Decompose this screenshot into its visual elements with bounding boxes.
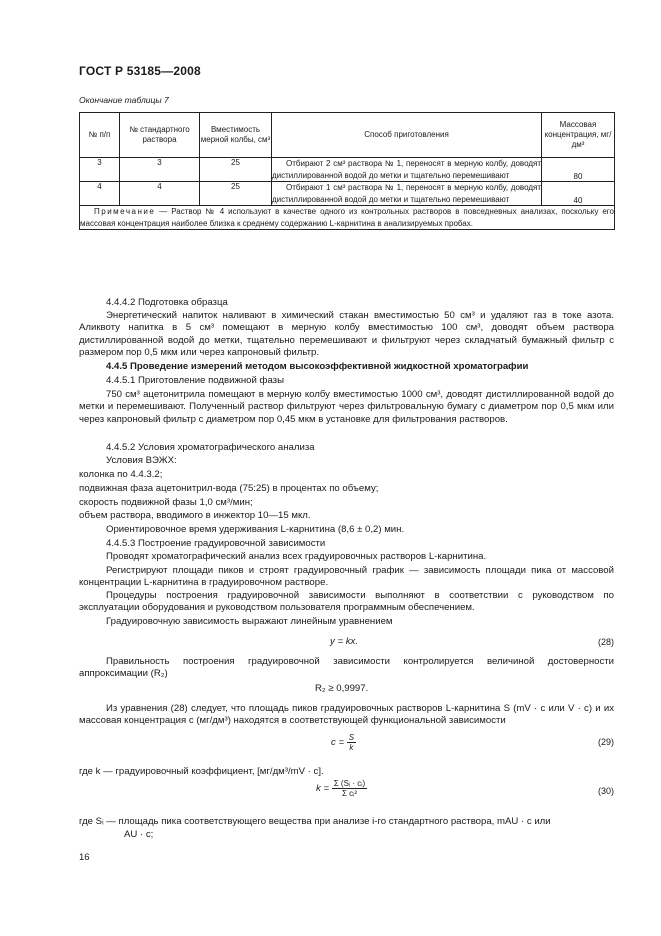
cell-number: 4 bbox=[80, 182, 120, 206]
document-header: ГОСТ Р 53185—2008 bbox=[79, 64, 201, 78]
fraction bbox=[332, 779, 367, 798]
paragraph: Процедуры построения градуировочной зависимости выполняют в соответствии с руководством по эксплуатации оборудования и руководством пользователя программным обеспечением. bbox=[79, 590, 614, 614]
table-row bbox=[80, 182, 615, 206]
paragraph: Градуировочную зависимость выражают линейным уравнением bbox=[106, 616, 393, 627]
condition-item: подвижная фаза ацетонитрил-вода (75:25) в процентах по объему; bbox=[79, 483, 379, 494]
fraction-denominator: k bbox=[349, 743, 354, 752]
table-row bbox=[80, 158, 615, 182]
cell-concentration: 80 bbox=[542, 158, 615, 182]
note-text: — Раствор № 4 используют в качестве одного из контрольных растворов в повседневных анализах, поскольку его массовая концентрация наиболее близка к среднему содержанию L-карнитина в анализируемых пробах. bbox=[80, 207, 614, 228]
cell-number: 3 bbox=[80, 158, 120, 182]
fraction bbox=[347, 733, 356, 752]
retention-time: Ориентировочное время удерживания L-карнитина (8,6 ± 0,2) мин. bbox=[106, 524, 405, 535]
col-header-number: № п/п bbox=[80, 113, 120, 158]
paragraph: Из уравнения (28) следует, что площадь пиков градуировочных растворов L-карнитина S (mV · c или V · c) и их массовая концентрация c (мг/дм³) находятся в соответствующей функциональной зависимости bbox=[79, 703, 614, 727]
table-note-row bbox=[80, 206, 615, 230]
paragraph: где Sᵢ — площадь пика соответствующего вещества при анализе i-го стандартного раствора, mAU · c или bbox=[79, 816, 551, 827]
col-header-concentration: Массовая концентрация, мг/дм³ bbox=[542, 113, 615, 158]
cell-volume: 25 bbox=[200, 182, 272, 206]
section-4452-title: 4.4.5.2 Условия хроматографического анализа bbox=[106, 442, 315, 453]
section-4442-text: Энергетический напиток наливают в химический стакан вместимостью 50 см³ и удаляют газ в токе азота. Аликвоту напитка в 5 см³ помещают в мерную колбу вместимостью 100 см³, доводят объем раствора дистиллированной водой до метки, тщательно перемешивают и фильтруют через складчатый бумажный фильтр с размером пор 0,5 мкм или через капроновый фильтр. bbox=[79, 310, 614, 359]
table-note bbox=[80, 206, 615, 230]
table-header-row bbox=[80, 113, 615, 158]
paragraph: Проводят хроматографический анализ всех градуировочных растворов L-карнитина. bbox=[106, 551, 487, 562]
equation-30 bbox=[316, 779, 367, 798]
note-label: Примечание bbox=[94, 207, 156, 216]
paragraph: где k — градуировочный коэффициент, [мг/дм³/mV · c]. bbox=[79, 766, 324, 777]
paragraph: Регистрируют площади пиков и строят градуировочный график — зависимость площади пика от массовой концентрации L-карнитина в градуировочном растворе. bbox=[79, 565, 614, 589]
equation-29 bbox=[331, 733, 356, 752]
condition-item: колонка по 4.4.3.2; bbox=[79, 469, 163, 480]
section-4451-text: 750 см³ ацетонитрила помещают в мерную колбу вместимостью 1000 см³, доводят дистиллированной водой до метки и перемешивают. Полученный раствор фильтруют через фильтровальную бумагу с диаметром пор 0,5 мкм или через капроновый фильтр с диаметром пор 0,45 мкм в установке для фильтрования растворов. bbox=[79, 389, 614, 425]
section-4453-title: 4.4.5.3 Построение градуировочной зависимости bbox=[106, 538, 326, 549]
col-header-volume: Вместимость мерной колбы, см³ bbox=[200, 113, 272, 158]
equation-28-number: (28) bbox=[597, 637, 614, 647]
equation-29-number: (29) bbox=[597, 737, 614, 747]
method-text: Отбирают 1 см³ раствора № 1, переносят в мерную колбу, доводят дистиллированной водой до метки и тщательно перемешивают bbox=[272, 183, 541, 204]
method-text: Отбирают 2 см³ раствора № 1, переносят в мерную колбу, доводят дистиллированной водой до метки и тщательно перемешивают bbox=[272, 159, 541, 180]
paragraph: Правильность построения градуировочной зависимости контролируется величиной достоверности аппроксимации (R₂) bbox=[79, 656, 614, 680]
inequality-r2: R₂ ≥ 0,9997. bbox=[315, 683, 369, 694]
condition-item: скорость подвижной фазы 1,0 см³/мин; bbox=[79, 497, 253, 508]
cell-standard: 3 bbox=[120, 158, 200, 182]
table-caption: Окончание таблицы 7 bbox=[79, 95, 169, 105]
paragraph-continuation: AU · c; bbox=[124, 829, 154, 840]
equation-28: y = kx. bbox=[330, 636, 358, 647]
equation-30-lhs: k = bbox=[316, 783, 330, 794]
condition-item: объем раствора, вводимого в инжектор 10—15 мкл. bbox=[79, 510, 311, 521]
section-4442-title: 4.4.4.2 Подготовка образца bbox=[106, 297, 228, 308]
table-7 bbox=[79, 112, 615, 230]
col-header-method: Способ приготовления bbox=[272, 113, 542, 158]
page-number: 16 bbox=[79, 852, 90, 863]
cell-method bbox=[272, 158, 542, 182]
cell-volume: 25 bbox=[200, 158, 272, 182]
fraction-denominator: Σ cᵢ² bbox=[341, 789, 358, 798]
fraction-numerator: S bbox=[348, 733, 355, 742]
col-header-standard: № стандартного раствора bbox=[120, 113, 200, 158]
cell-standard: 4 bbox=[120, 182, 200, 206]
equation-29-lhs: c = bbox=[331, 737, 345, 748]
section-4451-title: 4.4.5.1 Приготовление подвижной фазы bbox=[106, 375, 284, 386]
fraction-numerator: Σ (Sᵢ · cᵢ) bbox=[333, 779, 366, 788]
cell-method bbox=[272, 182, 542, 206]
cell-concentration: 40 bbox=[542, 182, 615, 206]
equation-30-number: (30) bbox=[597, 786, 614, 796]
section-445-title: 4.4.5 Проведение измерений методом высокоэффективной жидкостной хроматографии bbox=[106, 361, 529, 372]
conditions-title: Условия ВЭЖХ: bbox=[106, 455, 177, 466]
